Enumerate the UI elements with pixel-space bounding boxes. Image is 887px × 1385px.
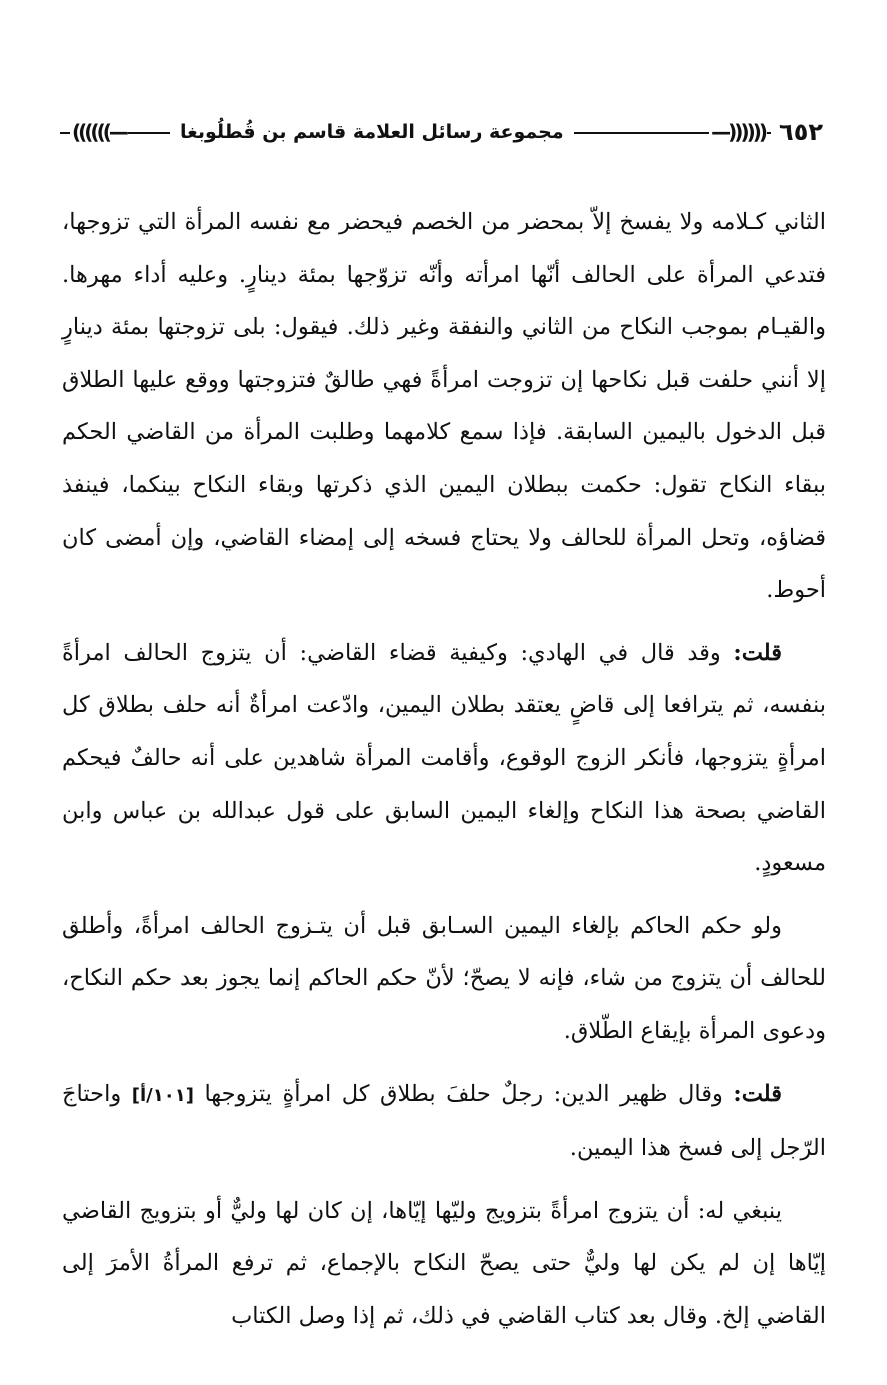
paragraph-4-text-after: واحتاجَ الرّجل إلى فسخ هذا اليمين.	[62, 1080, 826, 1162]
header-ornament-right: —))))))	[711, 120, 765, 144]
running-header	[60, 108, 827, 158]
paragraph-2	[62, 627, 826, 890]
paragraph-1	[62, 196, 826, 617]
page-body	[62, 196, 826, 1342]
running-title: مجموعة رسائل العلامة قاسم بن قُطلُوبغا	[170, 112, 574, 152]
paragraph-5-text: ينبغي له: أن يتزوج امرأةً بتزويج وليّها إيّاها، إن كان لها وليٌّ أو بتزويج القاضي إيّاها إن لم يكن لها وليٌّ حتى يصحّ النكاح بالإجماع، ثم ترفع المرأةُ الأمرَ إلى القاضي إلخ. وقال بعد كتاب القاضي في ذلك، ثم إذا وصل الكتاب	[62, 1197, 826, 1329]
paragraph-4-text: وقال ظهير الدين: رجلٌ حلفَ بطلاق كل امرأةٍ يتزوجها	[204, 1080, 723, 1107]
folio-marker: [١٠١/أ]	[131, 1084, 194, 1106]
paragraph-2-text: وقد قال في الهادي: وكيفية قضاء القاضي: أن يتزوج الحالف امرأةً بنفسه، ثم يترافعا إلى قاضٍ يعتقد بطلان اليمين، وادّعت امرأةٌ أنه حلف بطلاق كل امرأةٍ يتزوجها، فأنكر الزوج الوقوع، وأقامت المرأة شاهدين على أنه حالفٌ فيحكم القاضي بصحة هذا النكاح وإلغاء اليمين السابق على قول عبدالله بن عباس وابن مسعودٍ.	[62, 639, 826, 877]
paragraph-2-lead: قلت:	[733, 639, 782, 666]
paragraph-5	[62, 1185, 826, 1343]
header-ornament-left: ((((((—	[72, 120, 126, 144]
page-number: ٦٥٢	[771, 112, 827, 152]
paragraph-1-text: الثاني كـلامه ولا يفسخ إلاّ بمحضر من الخصم فيحضر مع نفسه المرأة التي تزوجها، فتدعي المرأة على الحالف أنّها امرأته وأنّه تزوّجها بمئة دينارٍ. وعليه أداء مهرها. والقيـام بموجب النكاح من الثاني والنفقة وغير ذلك. فيقول: بلى تزوجتها بمئة دينارٍ إلا أنني حلفت قبل نكاحها إن تزوجت امرأةً فهي طالقٌ فتزوجتها ووقع عليها الطلاق قبل الدخول باليمين السابقة. فإذا سمع كلامهما وطلبت المرأة من القاضي الحكم ببقاء النكاح تقول: حكمت ببطلان اليمين الذي ذكرتها وبقاء النكاح بينكما، فينفذ قضاؤه، وتحل المرأة للحالف ولا يحتاج فسخه إلى إمضاء القاضي، وإن أمضى كان أحوط.	[62, 209, 826, 604]
paragraph-3-text: ولو حكم الحاكم بإلغاء اليمين السـابق قبل أن يتـزوج الحالف امرأةً، وأطلق للحالف أن يتزوج من شاء، فإنه لا يصحّ؛ لأنّ حكم الحاكم إنما يجوز بعد حكم النكاح، ودعوى المرأة بإيقاع الطّلاق.	[62, 912, 826, 1044]
paragraph-4-lead: قلت:	[733, 1080, 783, 1107]
paragraph-4	[62, 1068, 826, 1175]
paragraph-3	[62, 900, 826, 1058]
